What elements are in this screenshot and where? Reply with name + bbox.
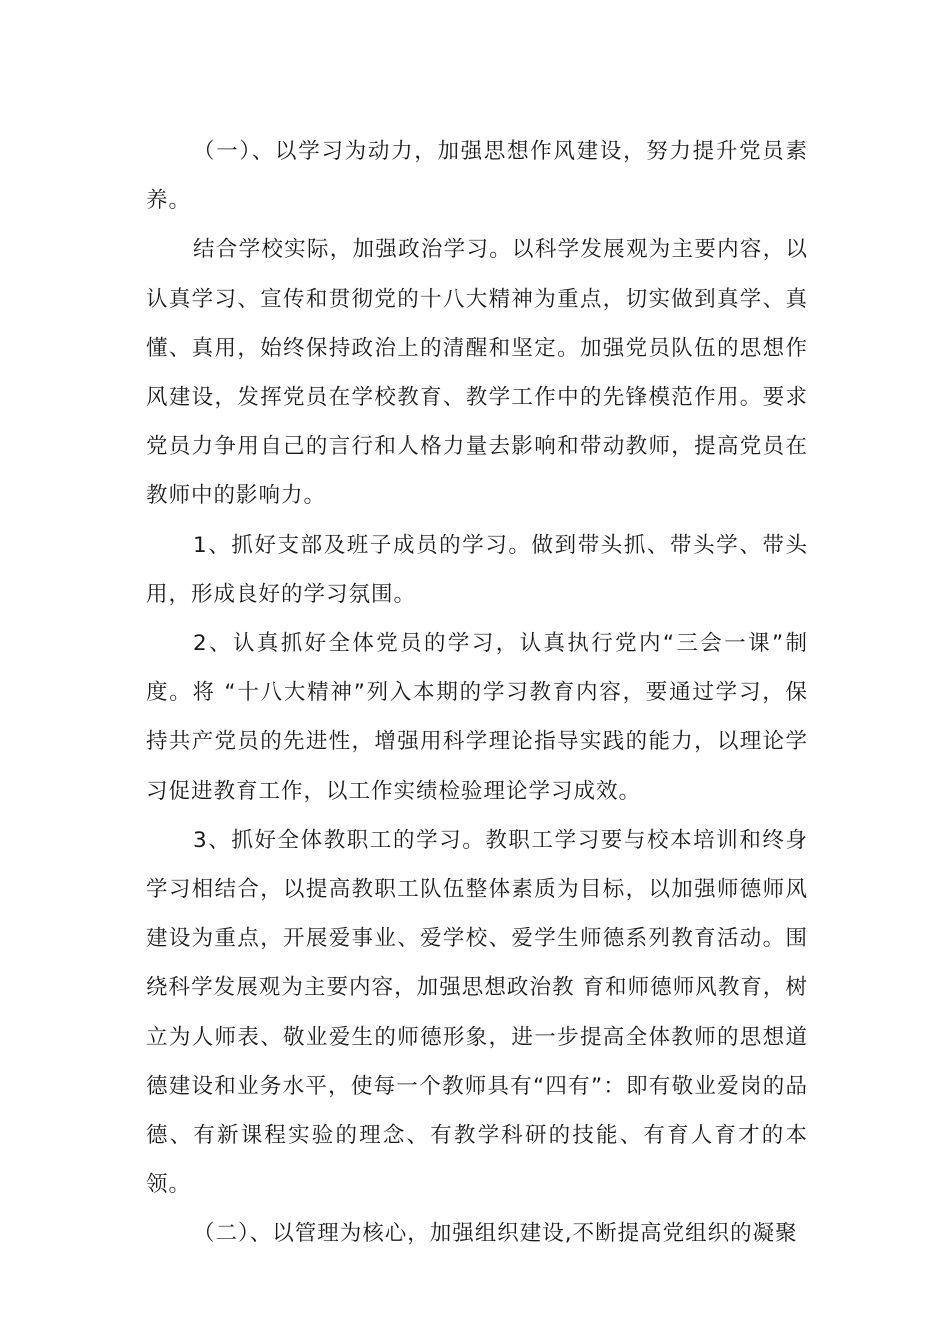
document-body: [146, 127, 808, 1259]
body-paragraph-political-study: 结合学校实际，加强政治学习。以科学发展观为主要内容，以认真学习、宣传和贯彻党的十八大精神为重点，切实做到真学、真懂、真用，始终保持政治上的清醒和坚定。加强党员队伍的思想作风建设，发挥党员在学校教育、教学工作中的先锋模范作用。要求党员力争用自己的言行和人格力量去影响和带动教师，提高党员在教师中的影响力。: [146, 237, 808, 509]
list-item-2: 2、认真抓好全体党员的学习，认真执行党内“三会一课”制度。将 “十八大精神”列入本期的学习教育内容，要通过学习，保持共产党员的先进性，增强用科学理论指导实践的能力，以理论学习促进教育工作，以工作实绩检验理论学习成效。: [146, 631, 808, 804]
list-item-3: 3、抓好全体教职工的学习。教职工学习要与校本培训和终身学习相结合，以提高教职工队伍整体素质为目标，以加强师德师风建设为重点，开展爱事业、爱学校、爱学生师德系列教育活动。围绕科学发展观为主要内容，加强思想政治教 育和师德师风教育，树立为人师表、敬业爱生的师德形象，进一步提高全体教师的思想道德建设和业务水平，使每一个教师具有“四有”：即有敬业爱岗的品德、有新课程实验的理念、有教学科研的技能、有育人育才的本领。: [146, 827, 808, 1198]
section-heading-2: （二）、以管理为核心，加强组织建设,不断提高党组织的凝聚: [193, 1221, 798, 1247]
section-heading-1: （一）、以学习为动力，加强思想作风建设，努力提升党员素养。: [146, 139, 808, 214]
list-item-1: 1、抓好支部及班子成员的学习。做到带头抓、带头学、带头用，形成良好的学习氛围。: [146, 532, 808, 607]
